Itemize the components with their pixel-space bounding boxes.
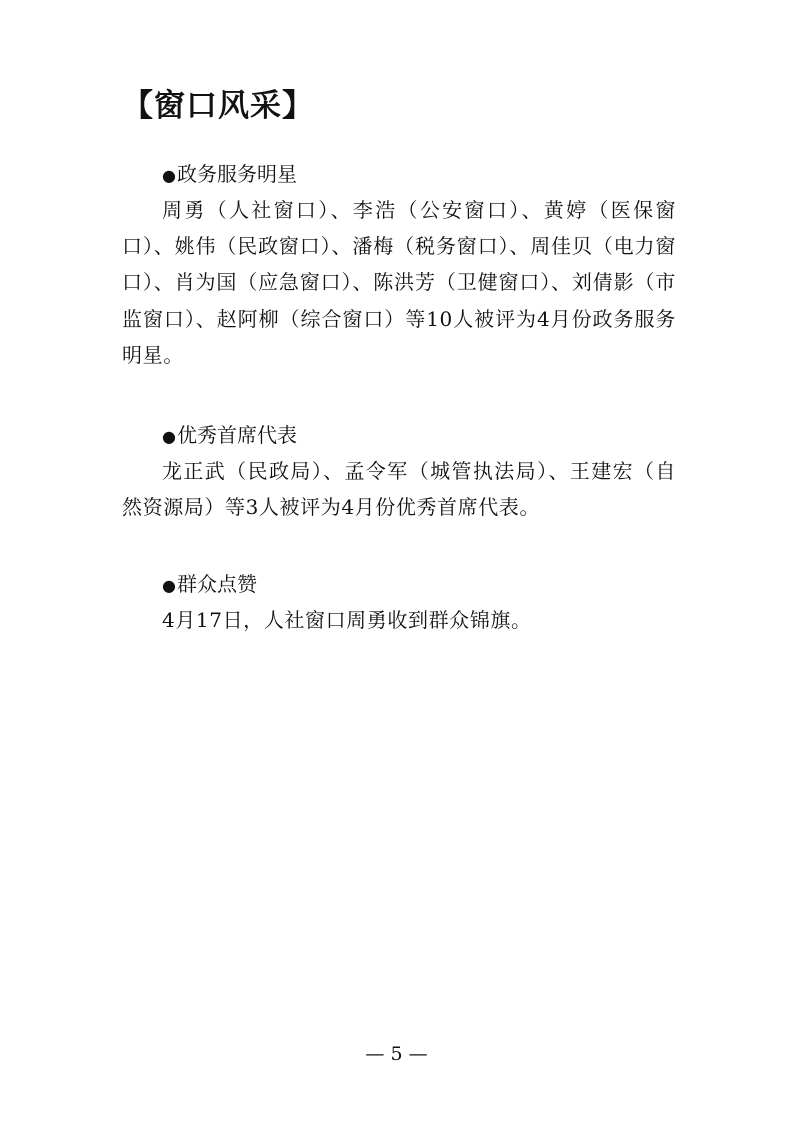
section-paragraph: 龙正武（民政局）、孟令军（城管执法局）、王建宏（自然资源局）等3人被评为4月份优秀首席代表。: [122, 459, 676, 520]
section-paragraph: 周勇（人社窗口）、李浩（公安窗口）、黄婷（医保窗口）、姚伟（民政窗口）、潘梅（税务窗口）、周佳贝（电力窗口）、肖为国（应急窗口）、陈洪芳（卫健窗口）、刘倩影（市监窗口）、赵阿柳（综合窗口）等10人被评为4月份政务服务明星。: [122, 198, 676, 367]
section-public-praise: [122, 566, 676, 638]
section-title: [122, 566, 676, 602]
section-title: [122, 156, 676, 192]
section-heading: 【窗口风采】: [122, 88, 314, 124]
page-number: — 5 —: [365, 1043, 428, 1065]
section-service-stars: [122, 156, 676, 373]
section-title-text: 优秀首席代表: [176, 423, 297, 447]
section-chief-representatives: [122, 417, 676, 525]
section-title-text: 政务服务明星: [176, 162, 297, 186]
section-paragraph: 4月17日，人社窗口周勇收到群众锦旗。: [162, 608, 532, 632]
section-title-text: 群众点赞: [176, 572, 257, 596]
bullet-icon: ●: [162, 576, 176, 595]
section-title: [122, 417, 676, 453]
bullet-icon: ●: [162, 166, 176, 185]
bullet-icon: ●: [162, 427, 176, 446]
